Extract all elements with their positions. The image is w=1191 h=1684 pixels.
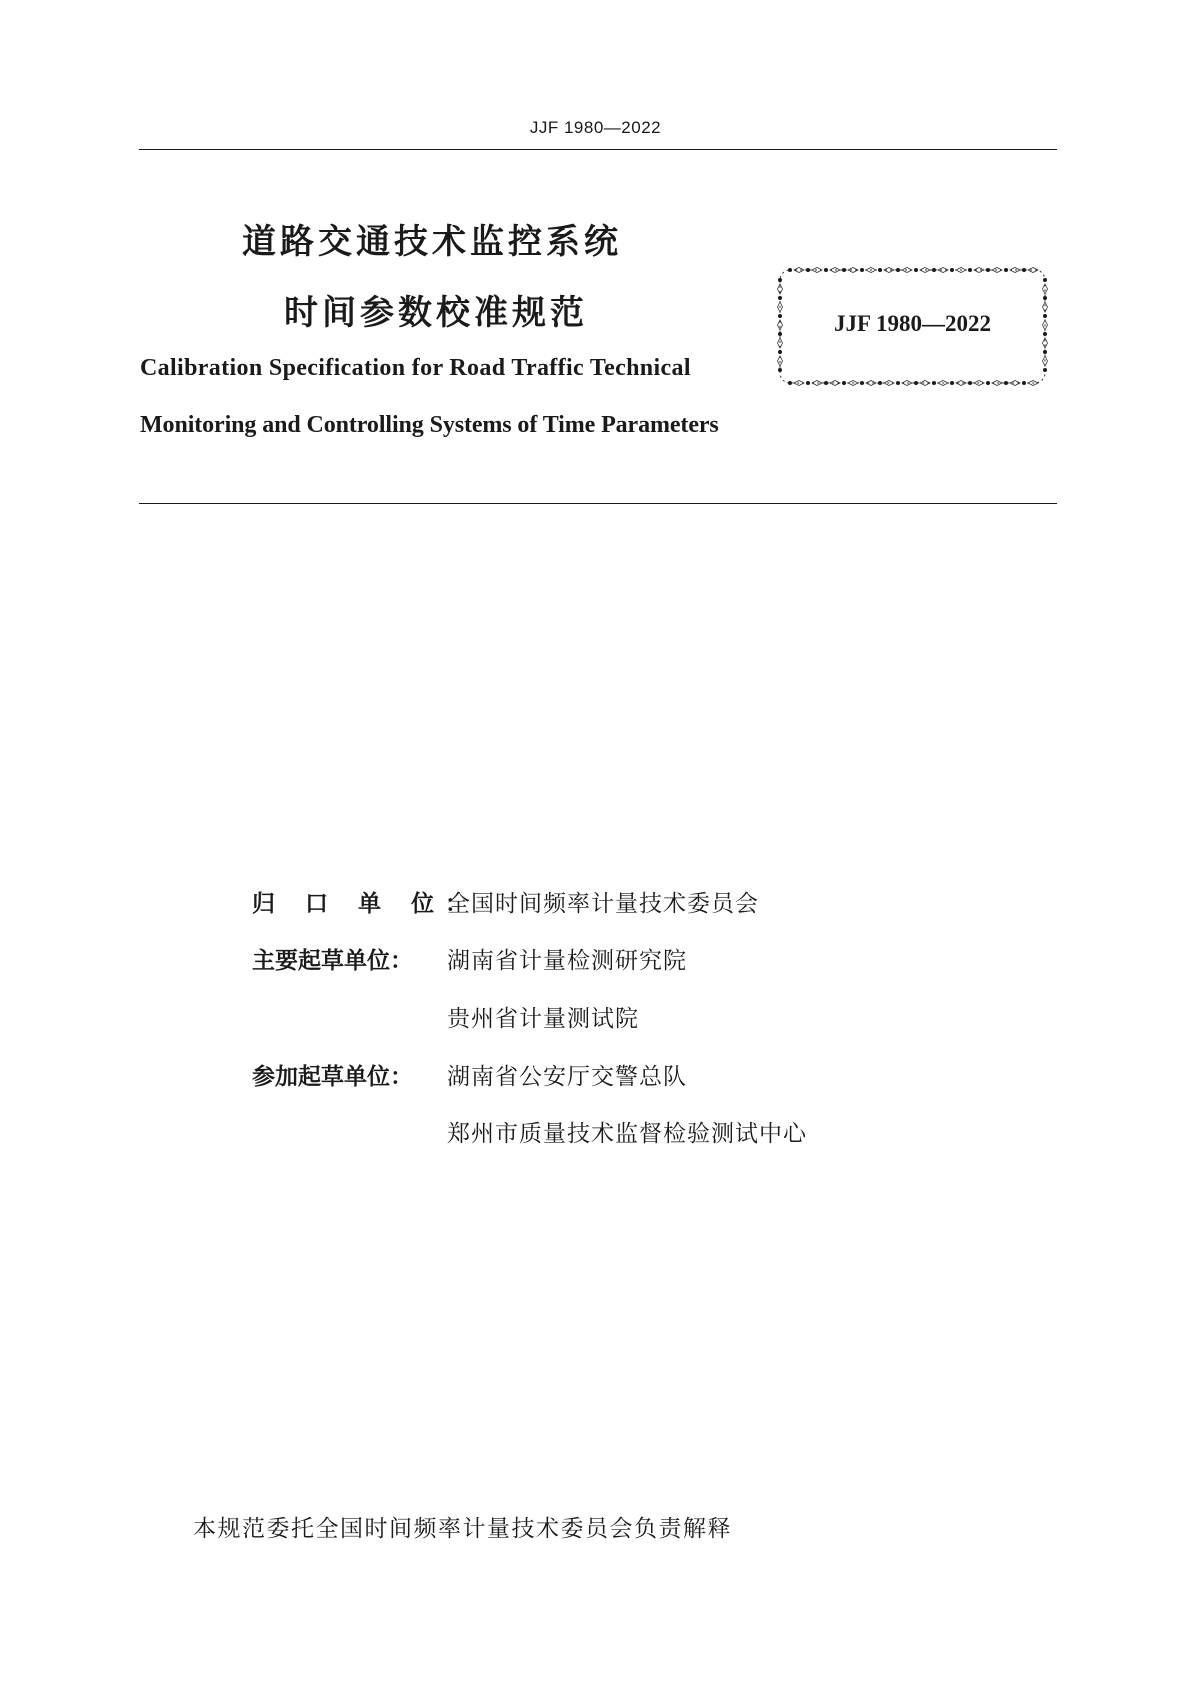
running-header-code: JJF 1980—2022 xyxy=(529,118,662,137)
main-drafting-label: 主要起草单位： xyxy=(252,948,413,974)
title-cn-line1: 道路交通技术监控系统 xyxy=(242,222,622,262)
main-drafting-row xyxy=(252,942,687,975)
participating-drafting-row-2 xyxy=(252,1115,807,1148)
standard-code: JJF 1980—2022 xyxy=(834,311,991,336)
title-cn-line2: 时间参数校准规范 xyxy=(284,293,588,333)
title-rule xyxy=(139,503,1057,504)
centralized-unit-value: 全国时间频率计量技术委员会 xyxy=(447,891,759,917)
participating-drafting-label: 参加起草单位： xyxy=(252,1064,413,1090)
main-drafting-unit-2: 贵州省计量测试院 xyxy=(447,1006,639,1032)
interpretation-note: 本规范委托全国时间频率计量技术委员会负责解释 xyxy=(193,1516,732,1542)
standard-code-box xyxy=(774,264,1051,389)
participating-drafting-row xyxy=(252,1058,687,1091)
title-en-line1: Calibration Specification for Road Traffic Technical xyxy=(140,355,691,381)
centralized-unit-row xyxy=(252,885,759,918)
main-drafting-row-2 xyxy=(252,1000,639,1033)
participating-drafting-unit-2: 郑州市质量技术监督检验测试中心 xyxy=(447,1121,807,1147)
participating-drafting-unit-1: 湖南省公安厅交警总队 xyxy=(447,1064,687,1090)
header-rule xyxy=(139,149,1057,150)
title-en-line2: Monitoring and Controlling Systems of Time Parameters xyxy=(140,412,719,438)
main-drafting-unit-1: 湖南省计量检测研究院 xyxy=(447,948,687,974)
centralized-unit-label: 归 口 单 位： xyxy=(252,891,480,917)
